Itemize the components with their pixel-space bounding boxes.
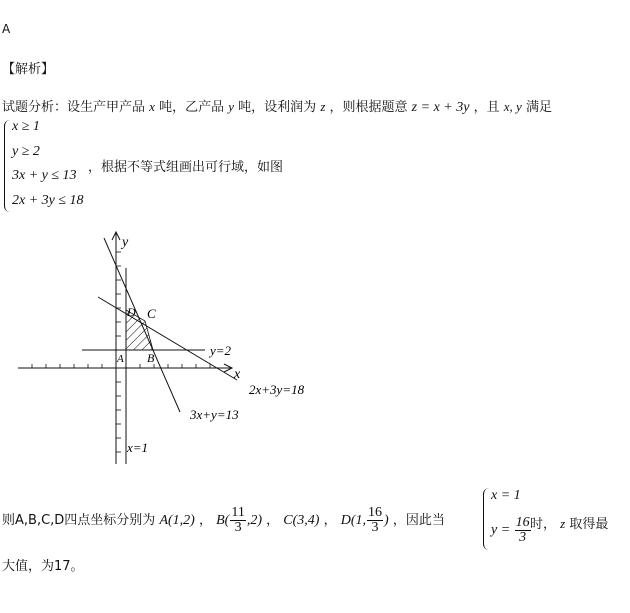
- tail-text: 取得最: [569, 517, 609, 532]
- point-c-label: C: [147, 306, 156, 321]
- objective-expression: z = x + 3y: [411, 100, 470, 115]
- coord-b-fraction: [230, 506, 245, 535]
- intro-mid2: 吨，设利润为: [238, 100, 317, 115]
- coord-d-denominator: 3: [371, 520, 379, 535]
- intro-mid4: ，且: [473, 100, 500, 115]
- constraint-4: 2x + 3y ≤ 18: [12, 193, 84, 208]
- label-3x-y-13: 3x+y=13: [190, 407, 239, 422]
- intro-mid3: ，则根据题意: [329, 100, 408, 115]
- point-a-label: A: [117, 353, 124, 365]
- coord-d-open: D(1,: [340, 513, 367, 528]
- point-d-label: D: [127, 305, 136, 319]
- result-var-z: z: [560, 516, 566, 531]
- line-3x-y-13: [104, 238, 180, 412]
- result-tail: [530, 513, 608, 532]
- coord-b-denominator: 3: [234, 520, 242, 535]
- intro-mid1: 吨，乙产品: [159, 100, 225, 115]
- coord-b-open: B(: [216, 513, 230, 528]
- label-y-equals-2: y=2: [210, 343, 232, 358]
- point-b-label: B: [147, 351, 155, 365]
- intro-line: [2, 96, 552, 116]
- because-text: ，因此当: [392, 513, 445, 528]
- constraint-3: 3x + y ≤ 13: [12, 168, 77, 183]
- label-2x-3y-18: 2x+3y=18: [249, 382, 305, 397]
- intro-prefix: 试题分析：设生产甲产品: [2, 100, 146, 115]
- coord-d-numerator: 16: [368, 505, 383, 520]
- solution-y-fraction: [515, 516, 531, 545]
- solution-brace: [483, 488, 490, 550]
- var-x: x: [149, 99, 155, 114]
- constraint-1: x ≥ 1: [12, 119, 40, 134]
- feasible-region-graph: [0, 220, 330, 470]
- constraints-note: ，根据不等式组画出可行域，如图: [88, 160, 284, 175]
- constraint-brace: [4, 120, 11, 212]
- coord-b-close: ,2): [246, 513, 262, 528]
- solution-y-lhs: y =: [491, 522, 511, 538]
- result-prefix: 则A,B,C,D四点坐标分别为: [2, 513, 156, 528]
- separator: ，: [198, 513, 212, 528]
- coord-d-close: ): [384, 513, 389, 528]
- vars-xy: x, y: [503, 99, 522, 114]
- then-text: 时，: [530, 517, 557, 532]
- solution-y: [491, 516, 532, 545]
- solution-x: x = 1: [491, 488, 521, 503]
- analysis-heading: 【解析】: [2, 62, 55, 77]
- coord-d-fraction: [367, 506, 383, 535]
- solution-y-denominator: 3: [519, 530, 527, 545]
- var-z: z: [320, 99, 326, 114]
- label-x-equals-1: x=1: [127, 440, 149, 455]
- result-line: [2, 506, 445, 536]
- answer-letter: A: [2, 22, 11, 36]
- y-axis-ticks: [116, 252, 121, 452]
- solution-y-numerator: 16: [515, 515, 530, 530]
- coord-a: A(1,2): [159, 513, 195, 528]
- conclusion-line: 大值，为17。: [2, 559, 84, 574]
- separator: ，: [266, 513, 280, 528]
- coord-c: C(3,4): [283, 513, 320, 528]
- x-axis-label: x: [234, 367, 241, 382]
- var-y: y: [228, 99, 235, 114]
- y-axis-label: y: [122, 235, 129, 250]
- coord-b-numerator: 11: [231, 505, 245, 520]
- intro-suffix: 满足: [525, 100, 552, 115]
- separator: ，: [323, 513, 337, 528]
- constraint-2: y ≥ 2: [12, 144, 40, 159]
